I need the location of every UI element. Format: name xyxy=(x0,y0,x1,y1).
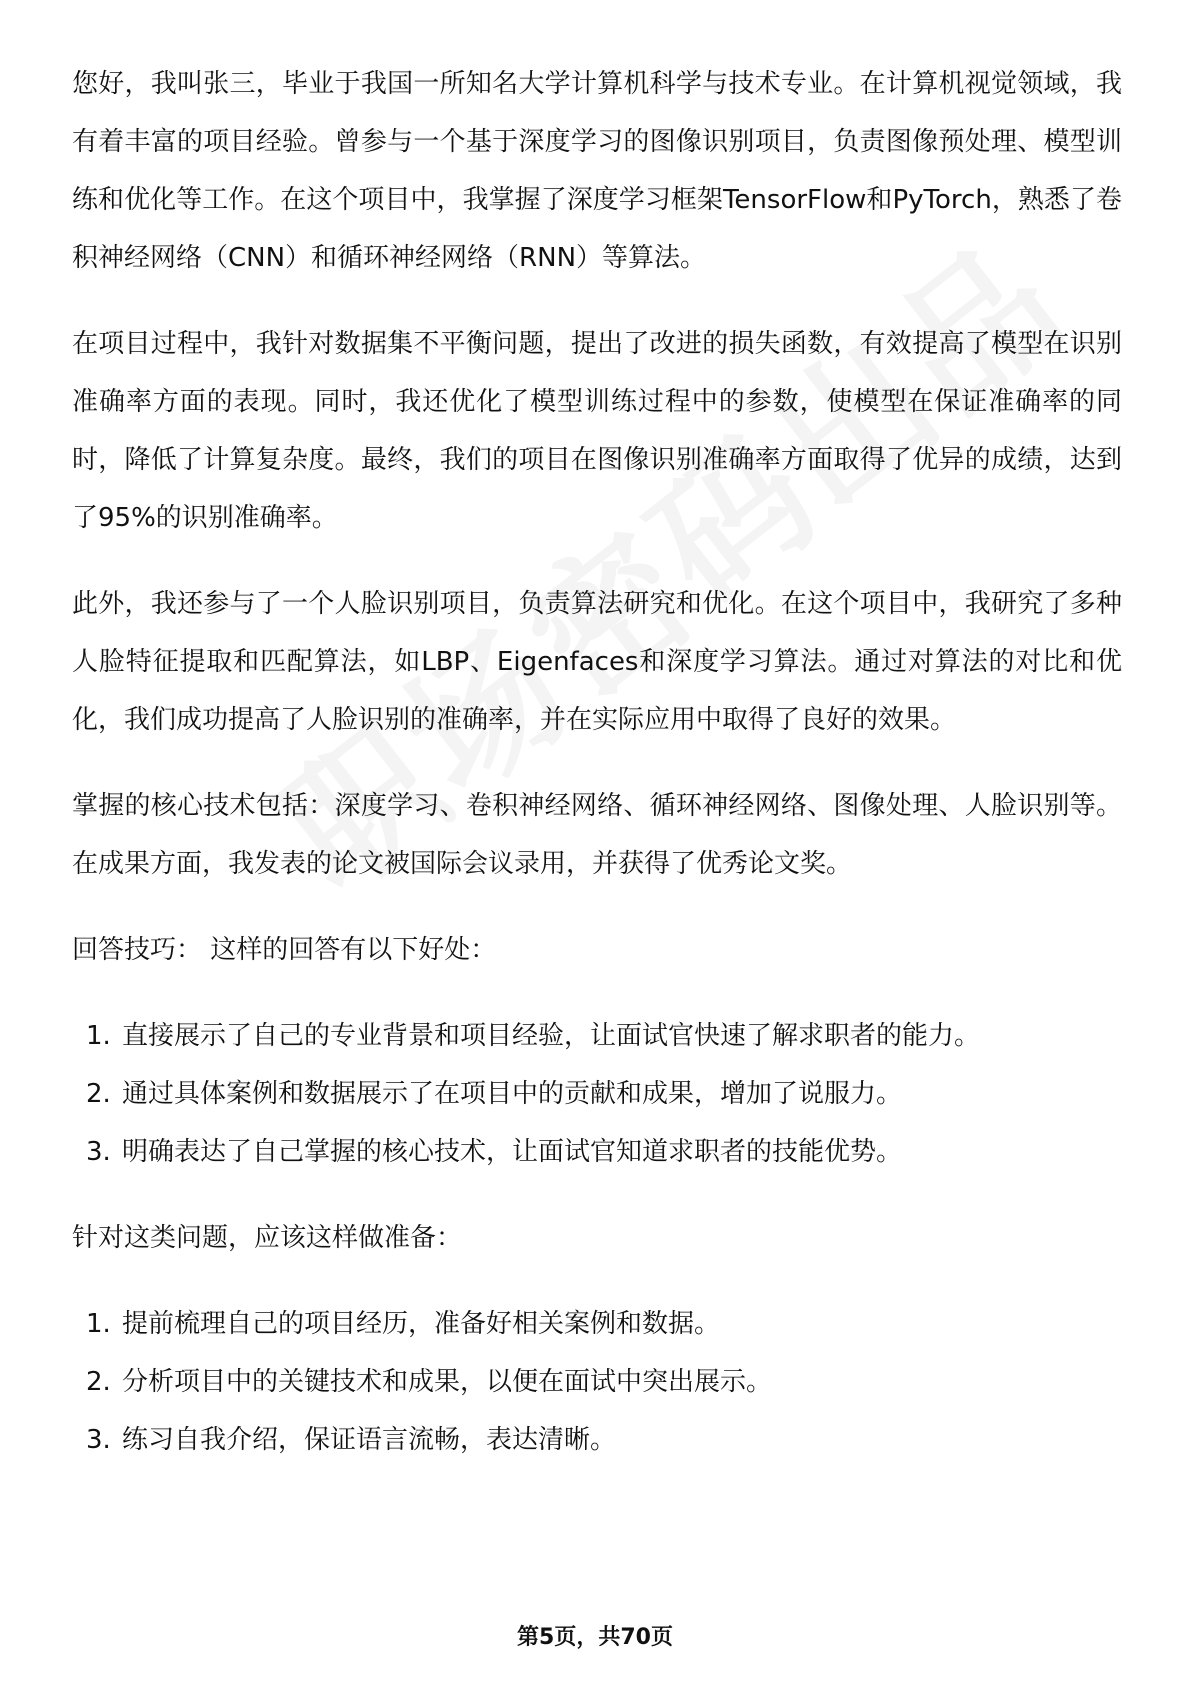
list-item-number: 1. xyxy=(86,1021,111,1051)
list-item-text: 分析项目中的关键技术和成果，以便在面试中突出展示。 xyxy=(122,1367,773,1397)
list-item xyxy=(86,1007,1122,1065)
list-item-number: 3. xyxy=(86,1425,111,1455)
list-item-number: 2. xyxy=(86,1079,111,1109)
paragraph-project-process: 在项目过程中，我针对数据集不平衡问题，提出了改进的损失函数，有效提高了模型在识别准确率方面的表现。同时，我还优化了模型训练过程中的参数，使模型在保证准确率的同时，降低了计算复杂度。最终，我们的项目在图像识别准确率方面取得了优异的成绩，达到了95%的识别准确率。 xyxy=(72,329,1122,533)
list-item-text: 通过具体案例和数据展示了在项目中的贡献和成果，增加了说服力。 xyxy=(122,1079,903,1109)
list-item xyxy=(86,1353,1122,1411)
list-item-text: 练习自我介绍，保证语言流畅，表达清晰。 xyxy=(122,1425,617,1455)
list-item-text: 直接展示了自己的专业背景和项目经验，让面试官快速了解求职者的能力。 xyxy=(122,1021,981,1051)
list-item-number: 1. xyxy=(86,1309,111,1339)
tips-list xyxy=(72,1007,1122,1181)
prep-list xyxy=(72,1295,1122,1469)
list-item xyxy=(86,1411,1122,1469)
paragraph-core-skills: 掌握的核心技术包括：深度学习、卷积神经网络、循环神经网络、图像处理、人脸识别等。在成果方面，我发表的论文被国际会议录用，并获得了优秀论文奖。 xyxy=(72,791,1122,879)
tips-heading: 回答技巧： 这样的回答有以下好处： xyxy=(72,935,497,965)
page-number: 第5页，共70页 xyxy=(517,1625,673,1650)
list-item xyxy=(86,1295,1122,1353)
list-item-number: 2. xyxy=(86,1367,111,1397)
list-item-number: 3. xyxy=(86,1137,111,1167)
prep-heading: 针对这类问题，应该这样做准备： xyxy=(72,1223,463,1253)
list-item-text: 提前梳理自己的项目经历，准备好相关案例和数据。 xyxy=(122,1309,721,1339)
document-body xyxy=(72,55,1122,1497)
list-item xyxy=(86,1065,1122,1123)
paragraph-intro: 您好，我叫张三，毕业于我国一所知名大学计算机科学与技术专业。在计算机视觉领域，我有着丰富的项目经验。曾参与一个基于深度学习的图像识别项目，负责图像预处理、模型训练和优化等工作。在这个项目中，我掌握了深度学习框架TensorFlow和PyTorch，熟悉了卷积神经网络（CNN）和循环神经网络（RNN）等算法。 xyxy=(72,69,1122,273)
list-item-text: 明确表达了自己掌握的核心技术，让面试官知道求职者的技能优势。 xyxy=(122,1137,903,1167)
list-item xyxy=(86,1123,1122,1181)
paragraph-face-recognition: 此外，我还参与了一个人脸识别项目，负责算法研究和优化。在这个项目中，我研究了多种人脸特征提取和匹配算法，如LBP、Eigenfaces和深度学习算法。通过对算法的对比和优化，我们成功提高了人脸识别的准确率，并在实际应用中取得了良好的效果。 xyxy=(72,589,1122,735)
